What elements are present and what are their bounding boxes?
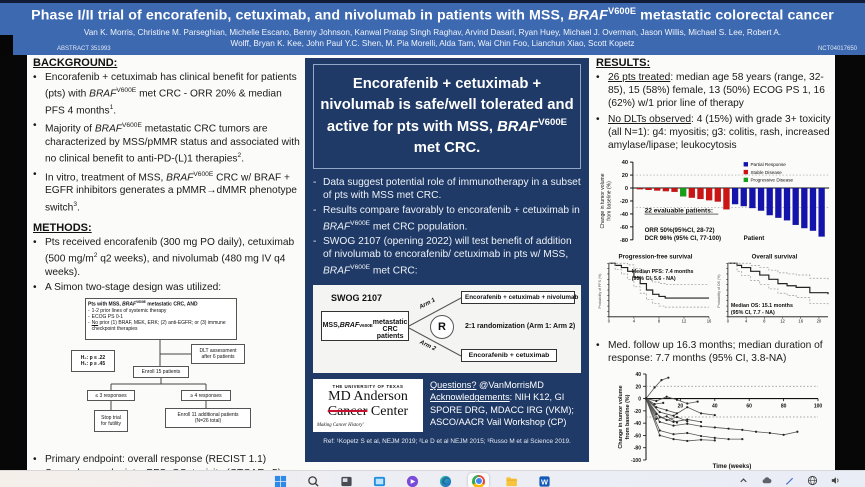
swog-arm2-box: Encorafenib + cetuximab [461, 349, 557, 362]
poster-title: Phase I/II trial of encorafenib, cetuximab, and nivolumab in patients with MSS, $BRAF^{V600E}$ metastatic colorectal cancer [31, 6, 834, 24]
svg-text:Probability of PFS (%): Probability of PFS (%) [597, 273, 602, 309]
arm2-label: Arm 2 [418, 339, 437, 353]
clipchamp-icon[interactable] [402, 473, 423, 487]
svg-text:(95% CI, 7.7 - NA): (95% CI, 7.7 - NA) [730, 310, 775, 317]
svg-text:Probability of OS (%): Probability of OS (%) [716, 274, 721, 308]
swog-randomization-note: 2:1 randomization (Arm 1: Arm 2) [465, 322, 576, 330]
acknowledgements-line: Acknowledgements: NIH K12, GI SPORE DRG, MDACC IRG (VKM); ASCO/AACR Vail Workshop (CP) [430, 392, 574, 428]
methods-bullet: • A Simon two-stage design was utilized: [33, 282, 222, 294]
svg-text:0: 0 [607, 318, 611, 324]
os-kaplan-meier-chart [715, 251, 832, 335]
svg-text:16: 16 [798, 318, 804, 324]
tray-chevron-up-icon[interactable] [737, 474, 750, 486]
svg-text:from baseline (%): from baseline (%) [606, 181, 613, 221]
followup-bullet: • Med. follow up 16.3 months; median duration of response: 7.7 months (95% CI, 3.8-NA) [596, 340, 823, 365]
svg-text:from baseline (%): from baseline (%) [625, 394, 631, 440]
logo-name-line-2: Cancer Center [327, 403, 409, 419]
references-line: Ref: ¹Kopetz S et al, NEJM 2019; ²Le D et al NEJM 2015; ³Russo M et al Science 2019. [323, 437, 571, 445]
poster-header [0, 0, 865, 55]
background-bullet: • Encorafenib + cetuximab has clinical benefit for patients (pts) with $BRAF^{V600E}$ met CRC - ORR 20% & median PFS 4 months$^1$. [33, 72, 297, 117]
svg-text:12: 12 [681, 318, 687, 324]
svg-text:Stable Disease: Stable Disease [750, 169, 782, 175]
abstract-number: ABSTRACT 351993 [57, 46, 111, 52]
svg-text:20: 20 [677, 403, 684, 410]
swog-2107-diagram [313, 285, 581, 373]
poster-authors [60, 27, 805, 49]
svg-text:Median PFS: 7.4 months: Median PFS: 7.4 months [631, 269, 694, 276]
svg-text:Overall survival: Overall survival [751, 253, 798, 261]
svg-text:0: 0 [726, 318, 730, 324]
swog-patients-box: MSS, BRAF V600E metastatic CRC patients [321, 311, 409, 341]
enroll-11-box: Enroll 11 additional patients (N=26 total) [165, 408, 251, 428]
svg-text:0: 0 [624, 186, 629, 193]
swog-arm1-box: Encorafenib + cetuximab + nivolumab [461, 291, 575, 304]
svg-text:DCR 96% (95% CI, 77-100): DCR 96% (95% CI, 77-100) [644, 235, 722, 243]
svg-text:-20: -20 [619, 199, 629, 206]
results-bullet: • No DLTs observed: 4 (15%) with grade 3+ toxicity (all N=1): g4: myositis; g3: colitis, rash, increased amylase/lipase; leukocytosis [596, 113, 831, 152]
svg-text:12: 12 [780, 318, 785, 324]
conclusion-bullet: - Data suggest potential role of immunotherapy in a subset of pts with MSS met CRC. [313, 176, 581, 201]
photos-icon[interactable] [336, 473, 357, 487]
background-bullet: • Majority of $BRAF^{V600E}$ metastatic CRC tumors are characterized by MSS/pMMR status and associated with no clinical benefit to anti-PD-(L)1 therapies$^2$. [33, 120, 300, 165]
header-top-line [0, 0, 865, 3]
conclusions-column [305, 58, 589, 462]
logo-name-line: MD Anderson [328, 388, 408, 404]
logo-tagline: Making Cancer History' [317, 422, 364, 428]
taskbar-center-icons [270, 473, 555, 487]
pfs-kaplan-meier-chart [596, 251, 713, 335]
taskbar-system-tray [737, 474, 842, 486]
results-heading: RESULTS: [596, 57, 651, 69]
svg-text:80: 80 [780, 403, 787, 410]
dlt-box: DLT assessment after 6 patients [191, 344, 245, 364]
results-bullet: • 26 pts treated: median age 58 years (range, 32-85), 15 (58%) female, 13 (50%) ECOG PS 1, 16 (62%) w/1 prior line of therapy [596, 72, 825, 110]
svg-text:40: 40 [712, 403, 718, 410]
methods-heading: METHODS: [33, 222, 92, 235]
methods-bullet: • Pts received encorafenib (300 mg PO daily), cetuximab (500 $mg/m^2$ q2 weeks), and nivolumab (480 mg IV q4 weeks). [33, 237, 295, 278]
svg-text:40: 40 [621, 160, 629, 167]
endpoints-bullet: • Primary endpoint: overall response (RECIST 1.1) [33, 454, 267, 466]
svg-text:-20: -20 [633, 408, 641, 415]
stop-trial-box: Stop trial for futility [94, 410, 128, 432]
md-anderson-logo [313, 379, 423, 432]
svg-text:16: 16 [706, 318, 712, 324]
pen-icon[interactable] [783, 474, 796, 486]
svg-text:Time (weeks): Time (weeks) [712, 462, 752, 470]
edge-icon[interactable] [435, 473, 456, 487]
svg-text:-80: -80 [633, 445, 641, 452]
svg-text:Progressive Disease: Progressive Disease [750, 177, 794, 183]
ge4-responses-box: ≥ 4 responses [181, 390, 231, 401]
svg-text:20: 20 [816, 318, 822, 324]
svg-text:ORR 50%(95%CI, 28-72): ORR 50%(95%CI, 28-72) [644, 227, 715, 235]
enroll-15-box: Enroll 15 patients [133, 366, 189, 378]
background-heading: BACKGROUND: [33, 57, 118, 69]
svg-text:40: 40 [635, 371, 641, 378]
svg-text:8: 8 [657, 318, 661, 324]
svg-text:4: 4 [744, 318, 748, 324]
svg-text:20: 20 [635, 383, 641, 390]
start-icon[interactable] [270, 473, 291, 487]
conclusion-bullets [313, 176, 581, 278]
svg-text:20: 20 [621, 173, 629, 180]
hypothesis-box: H₀: p ≤ .22 H₁: p ≥ .45 [71, 350, 115, 372]
eligibility-title: Pts with MSS, $BRAF^{V600E}$ metastatic CRC, AND [88, 300, 198, 309]
poster-body [0, 55, 865, 470]
svg-text:4: 4 [632, 318, 636, 324]
onedrive-icon[interactable] [760, 474, 773, 486]
word-icon[interactable] [534, 473, 555, 487]
conclusion-bullet: - Results compare favorably to encorafenib + cetuximab in $BRAF^{V600E}$ met CRC population. [313, 204, 580, 233]
svg-text:-100: -100 [630, 457, 641, 464]
authors-line-2: Wolff, Bryan K. Kee, John Paul Y.C. Shen, M. Pia Morelli, Alda Tam, Wai Chin Foo, Lianchun Xiao, Scott Kopetz [230, 39, 635, 48]
right-black-strip [835, 55, 865, 470]
results-column [596, 57, 833, 475]
questions-line: Questions? @VanMorrisMD [430, 379, 544, 390]
arm1-label: Arm 1 [418, 297, 437, 311]
eligibility-box: Pts with MSS, $BRAF^{V600E}$ metastatic CRC, AND - 1-2 prior lines of systemic therapy - ECOG PS 0-1 - No prior (1) BRAF, MEK, ERK; (2) anti-EGFR; or (3) immune checkpoint therapies [85, 298, 237, 340]
taskbar [0, 470, 865, 487]
svg-text:Change in tumor volume: Change in tumor volume [599, 173, 606, 229]
svg-text:22 evaluable patients:: 22 evaluable patients: [644, 207, 714, 215]
authors-line-1: Van K. Morris, Christine M. Parseghian, Michelle Escano, Benny Johnson, Kanwal Pratap Singh Raghav, Arvind Dasari, Ryan Huey, Michael J. Overman, Jason Willis, Michael S. Lee, Robert A. [83, 28, 782, 37]
volume-icon[interactable] [829, 474, 842, 486]
svg-text:-40: -40 [633, 420, 641, 427]
le3-responses-box: ≤ 3 responses [87, 390, 135, 401]
task-view-icon[interactable] [369, 473, 390, 487]
header-corner-notch [0, 35, 13, 55]
swog-title: SWOG 2107 [331, 292, 383, 303]
left-black-strip [0, 55, 27, 470]
svg-text:(95% CI, 5.6 - NA): (95% CI, 5.6 - NA) [631, 276, 676, 283]
randomization-circle: R [430, 315, 454, 339]
svg-text:Partial Response: Partial Response [750, 162, 786, 168]
waterfall-chart [596, 156, 833, 244]
survival-charts-row [596, 251, 833, 335]
chrome-icon[interactable] [468, 473, 489, 487]
network-icon[interactable] [806, 474, 819, 486]
nct-number: NCT04017650 [817, 46, 857, 52]
conclusion-bullet: - SWOG 2107 (opening 2022) will test benefit of addition of nivolumab to encorafenib/ cetuximab in pts w/ MSS, $BRAF^{V600E}$ met CRC: [313, 236, 572, 277]
svg-text:0: 0 [638, 396, 641, 403]
svg-text:Progression-free survival: Progression-free survival [618, 253, 693, 261]
svg-text:60: 60 [746, 403, 752, 410]
svg-text:W: W [541, 476, 548, 486]
svg-text:Median OS: 15.1 months: Median OS: 15.1 months [730, 303, 793, 310]
svg-text:-80: -80 [619, 237, 629, 244]
logo-university-line: THE UNIVERSITY OF TEXAS [332, 383, 404, 389]
spider-plot [610, 370, 826, 470]
search-icon[interactable] [303, 473, 324, 487]
svg-text:8: 8 [763, 318, 766, 324]
svg-text:-60: -60 [633, 433, 641, 440]
background-methods-column [33, 57, 301, 482]
svg-text:-40: -40 [619, 212, 629, 219]
conclusion-statement: Encorafenib + cetuximab + nivolumab is safe/well tolerated and active for pts with MSS, $BRAF^{V600E}$ met CRC. [313, 64, 581, 169]
svg-text:100: 100 [813, 403, 823, 410]
svg-text:Patient: Patient [743, 235, 765, 243]
background-bullet: • In vitro, treatment of MSS, $BRAF^{V600E}$ CRC w/ BRAF + EGFR inhibitors generates a pMMR→dMMR phenotype switch$^3$. [33, 168, 297, 213]
svg-text:Change in tumor volume: Change in tumor volume [618, 385, 624, 449]
file-explorer-icon[interactable] [501, 473, 522, 487]
questions-acknowledgements [430, 379, 581, 429]
simon-design-diagram [71, 298, 293, 448]
svg-text:-60: -60 [619, 225, 629, 232]
